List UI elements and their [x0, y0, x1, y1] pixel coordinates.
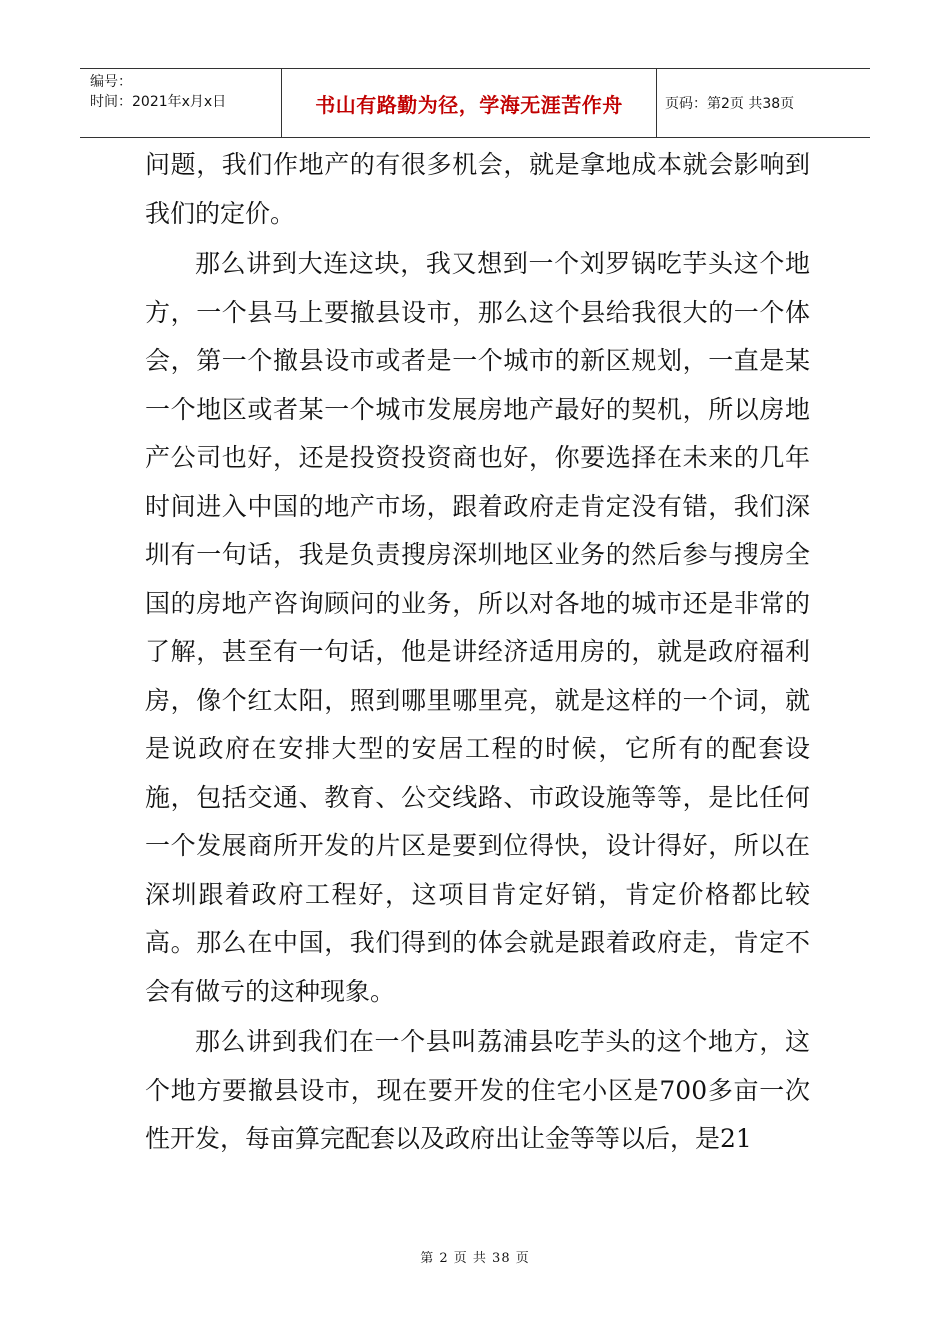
header-number-label: 编号：: [90, 74, 132, 90]
paragraph-2: 那么讲到大连这块，我又想到一个刘罗锅吃芋头这个地方，一个县马上要撤县设市，那么这个县给我很大的一个体会，第一个撤县设市或者是一个城市的新区规划，一直是某一个地区或者某一个城市发展房地产最好的契机，所以房地产公司也好，还是投资投资商也好，你要选择在未来的几年时间进入中国的地产市场，跟着政府走肯定没有错，我们深圳有一句话，我是负责搜房深圳地区业务的然后参与搜房全国的房地产咨询顾问的业务，所以对各地的城市还是非常的了解，甚至有一句话，他是讲经济适用房的，就是政府福利房，像个红太阳，照到哪里哪里亮，就是这样的一个词，就是说政府在安排大型的安居工程的时候，它所有的配套设施，包括交通、教育、公交线路、市政设施等等，是比任何一个发展商所开发的片区是要到位得快，设计得好，所以在深圳跟着政府工程好，这项目肯定好销，肯定价格都比较高。那么在中国，我们得到的体会就是跟着政府走，肯定不会有做亏的这种现象。: [145, 249, 810, 1006]
header-motto: 书山有路勤为径，学海无涯苦作舟: [315, 92, 623, 117]
header-motto-cell: [282, 69, 657, 137]
document-header: [80, 68, 870, 138]
page-footer: 第 2 页 共 38 页: [420, 1251, 530, 1266]
paragraph-3: 那么讲到我们在一个县叫荔浦县吃芋头的这个地方，这个地方要撤县设市，现在要开发的住宅小区是700多亩一次性开发，每亩算完配套以及政府出让金等等以后，是21: [145, 1027, 810, 1153]
header-time-label: 时间：2021年x月x日: [90, 94, 227, 110]
header-page-info: 页码：第2页 共38页: [665, 96, 795, 112]
paragraph-1: 问题，我们作地产的有很多机会，就是拿地成本就会影响到我们的定价。: [145, 150, 810, 228]
header-meta: [80, 69, 282, 137]
document-body: [145, 141, 810, 1164]
header-page-cell: [657, 69, 870, 137]
